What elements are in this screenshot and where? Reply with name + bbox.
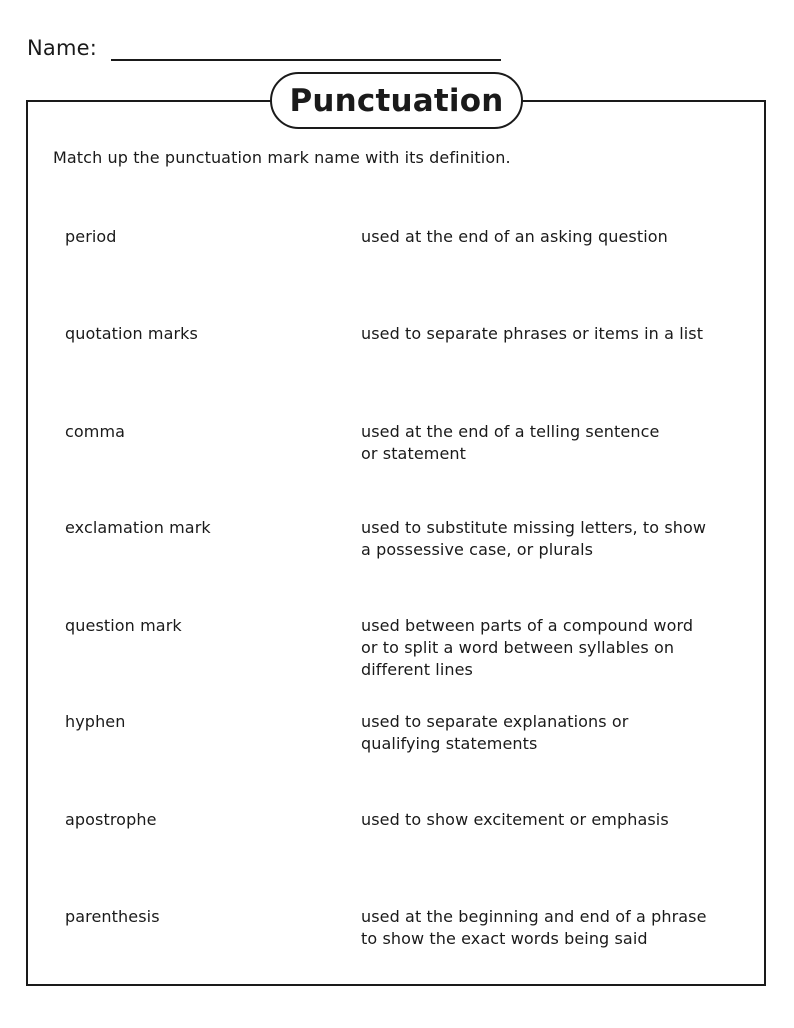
definition-line: to show the exact words being said <box>361 929 648 948</box>
title-pill <box>270 72 523 129</box>
definition-line: used to separate explanations or <box>361 712 629 731</box>
term-label: exclamation mark <box>65 518 211 537</box>
definition-line: different lines <box>361 660 473 679</box>
name-row <box>27 34 527 64</box>
definition-line: used at the end of a telling sentence <box>361 422 660 441</box>
definition-line: used between parts of a compound word <box>361 616 694 635</box>
term-label: quotation marks <box>65 324 198 343</box>
worksheet-title: Punctuation <box>289 82 504 119</box>
name-label: Name: <box>27 36 98 60</box>
definition-line: used at the beginning and end of a phrase <box>361 907 707 926</box>
term-label: question mark <box>65 616 182 635</box>
definition-text <box>361 615 751 681</box>
definition-line: used at the end of an asking question <box>361 227 668 246</box>
definition-text <box>361 809 751 831</box>
definition-text <box>361 421 751 465</box>
term-label: parenthesis <box>65 907 160 926</box>
term-label: apostrophe <box>65 810 157 829</box>
definition-text <box>361 517 751 561</box>
definition-line: used to substitute missing letters, to show <box>361 518 707 537</box>
instructions-text: Match up the punctuation mark name with its definition. <box>53 148 511 167</box>
definition-line: used to show excitement or emphasis <box>361 810 669 829</box>
definition-line: qualifying statements <box>361 734 538 753</box>
definition-line: or to split a word between syllables on <box>361 638 675 657</box>
definition-text <box>361 711 751 755</box>
definition-text <box>361 226 751 248</box>
name-entry-line[interactable] <box>111 59 501 61</box>
definition-line: or statement <box>361 444 467 463</box>
term-label: period <box>65 227 117 246</box>
term-label: hyphen <box>65 712 126 731</box>
definition-text <box>361 906 751 950</box>
definition-text <box>361 323 751 345</box>
term-label: comma <box>65 422 126 441</box>
definition-line: used to separate phrases or items in a list <box>361 324 704 343</box>
definition-line: a possessive case, or plurals <box>361 540 594 559</box>
